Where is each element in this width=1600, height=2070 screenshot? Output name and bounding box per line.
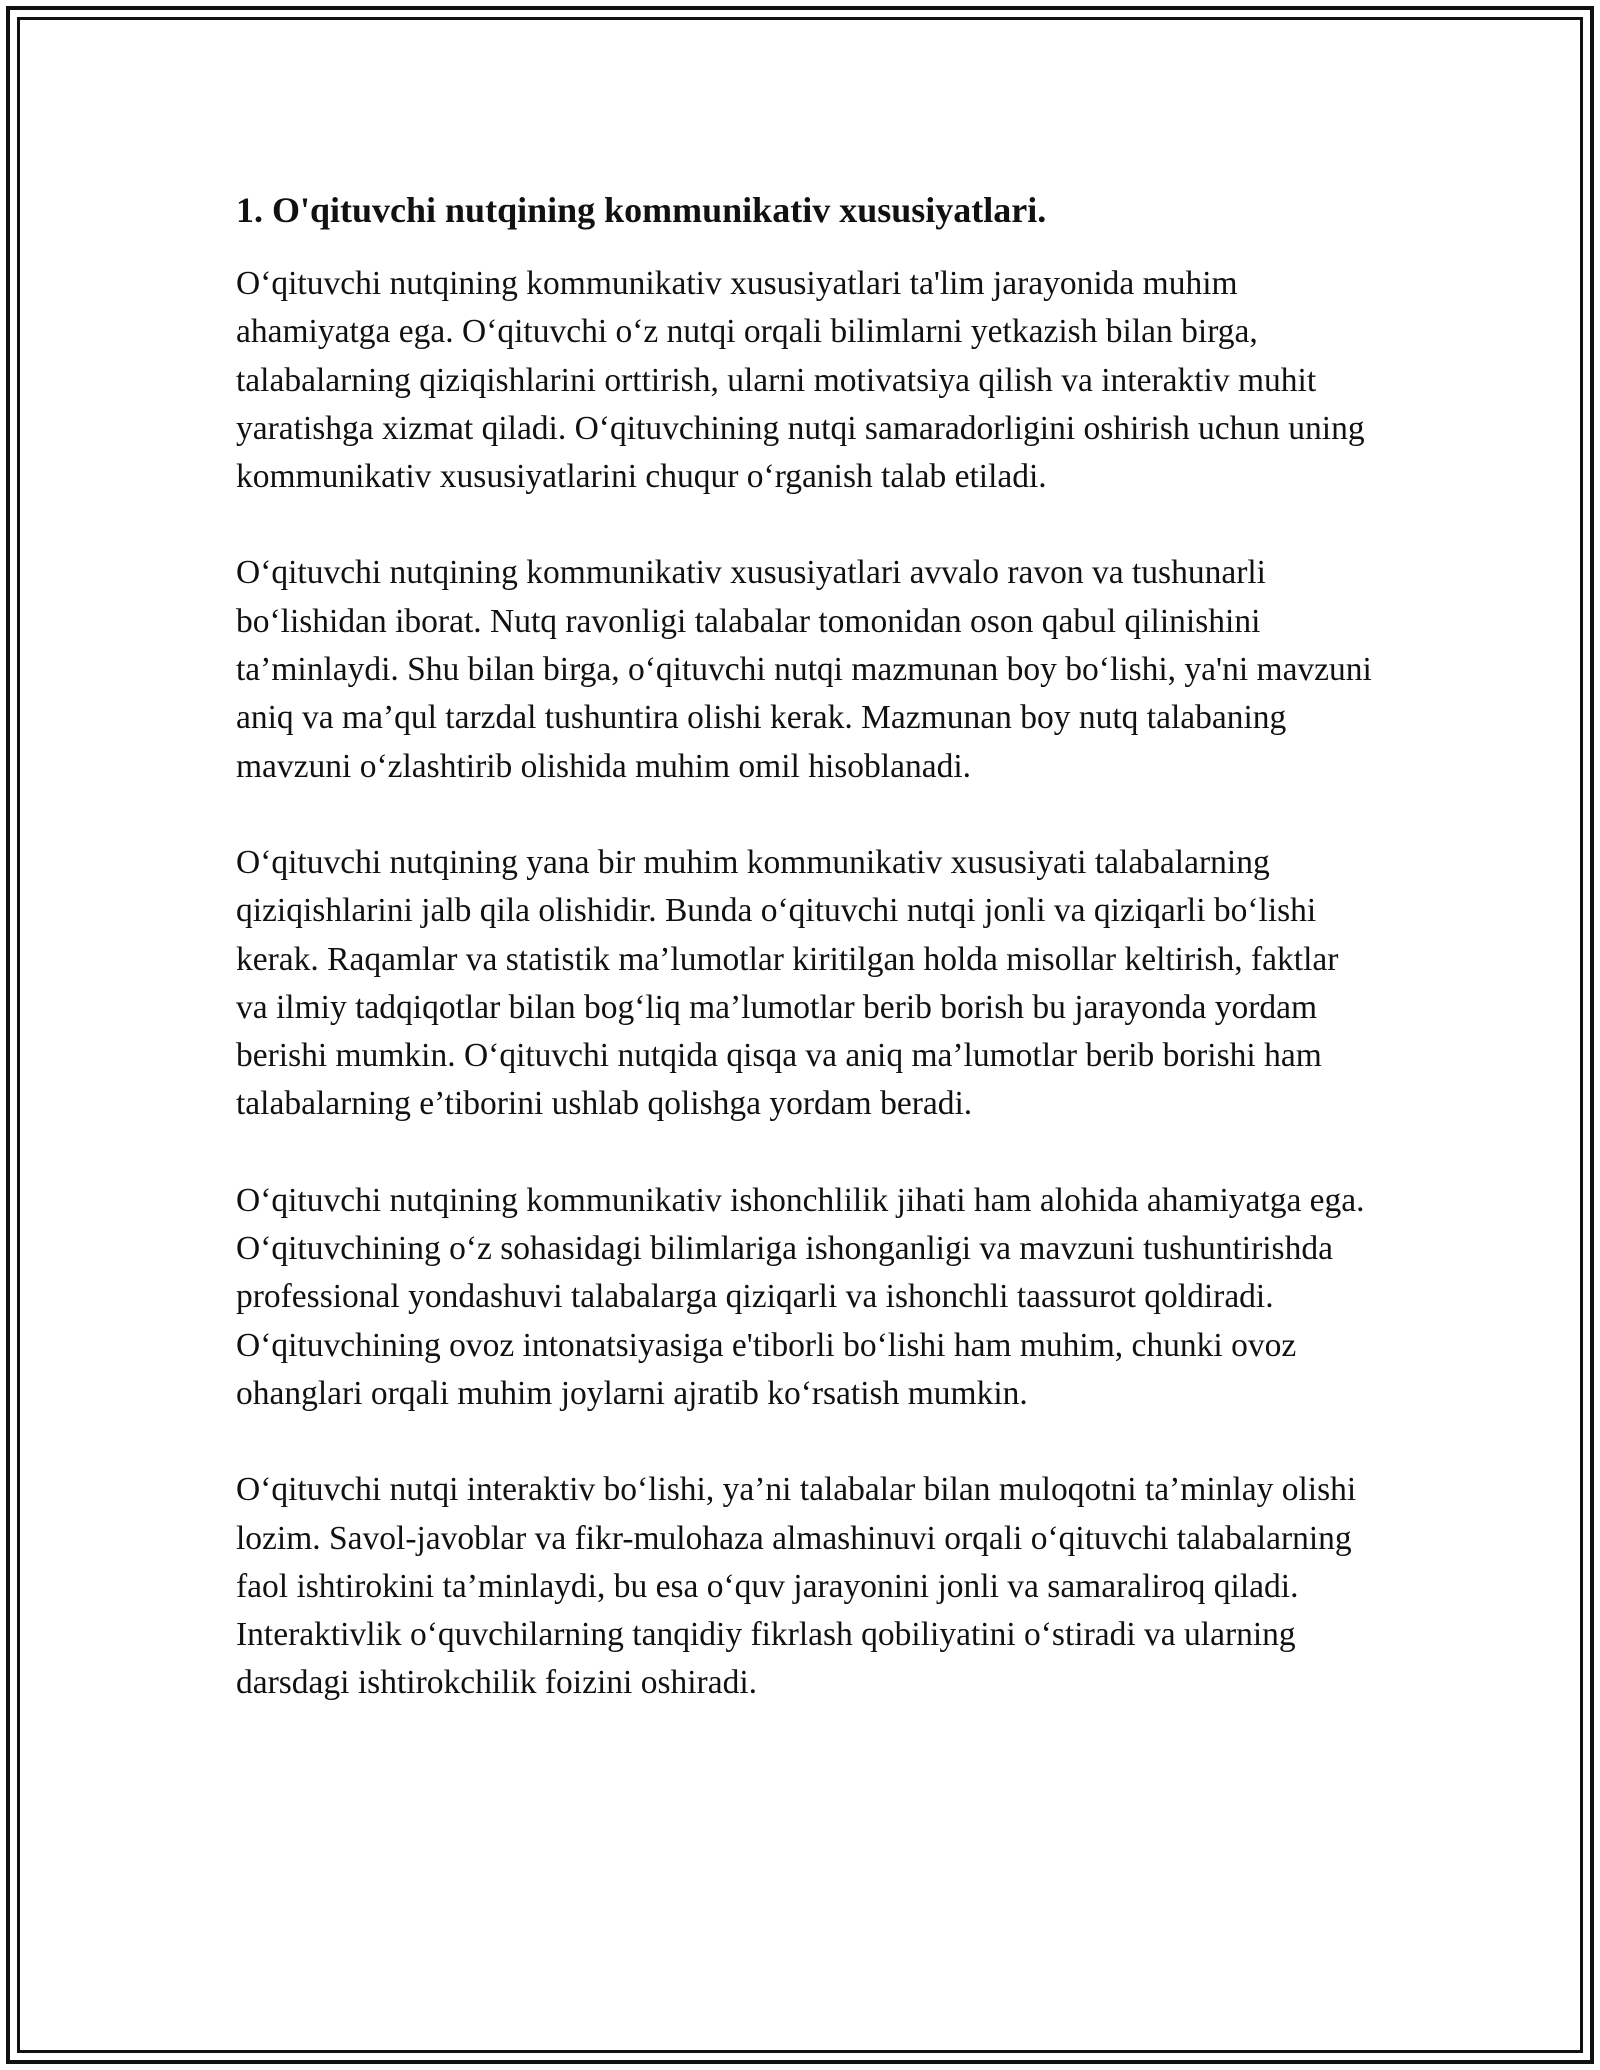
paragraph-2: O‘qituvchi nutqining kommunikativ xususiyatlari avvalo ravon va tushunarli bo‘lishidan iborat. Nutq ravonligi talabalar tomonidan oson qabul qilinishini ta’minlaydi. Shu bilan birga, o‘qituvchi nutqi mazmunan boy bo‘lishi, ya'ni mavzuni aniq va ma’qul tarzdal tushuntira olishi kerak. Mazmunan boy nutq talabaning mavzuni o‘zlashtirib olishida muhim omil hisoblanadi. [236, 554, 1372, 785]
section-heading: 1. O'qituvchi nutqining kommunikativ xususiyatlari. [236, 190, 1047, 230]
paragraph-4: O‘qituvchi nutqining kommunikativ ishonchlilik jihati ham alohida ahamiyatga ega. O‘qituvchining o‘z sohasidagi bilimlariga ishonganligi va mavzuni tushuntirishda professional yondashuvi talabalarga qiziqarli va ishonchli taassurot qoldiradi. O‘qituvchining ovoz intonatsiyasiga e'tiborli bo‘lishi ham muhim, chunki ovoz ohanglari orqali muhim joylarni ajratib ko‘rsatish mumkin. [236, 1181, 1365, 1412]
paragraph-3: O‘qituvchi nutqining yana bir muhim kommunikativ xususiyati talabalarning qiziqishlarini jalb qila olishidir. Bunda o‘qituvchi nutqi jonli va qiziqarli bo‘lishi kerak. Raqamlar va statistik ma’lumotlar kiritilgan holda misollar keltirish, faktlar va ilmiy tadqiqotlar bilan bog‘liq ma’lumotlar berib borish bu jarayonda yordam berishi mumkin. O‘qituvchi nutqida qisqa va aniq ma’lumotlar berib borishi ham talabalarning e’tiborini ushlab qolishga yordam beradi. [236, 843, 1339, 1123]
paragraph-1: O‘qituvchi nutqining kommunikativ xususiyatlari ta'lim jarayonida muhim ahamiyatga ega. O‘qituvchi o‘z nutqi orqali bilimlarni yetkazish bilan birga, talabalarning qiziqishlarini orttirish, ularni motivatsiya qilish va interaktiv muhit yaratishga xizmat qiladi. O‘qituvchining nutqi samaradorligini oshirish uchun uning kommunikativ xususiyatlarini chuqur o‘rganish talab etiladi. [236, 265, 1365, 496]
paragraph-5: O‘qituvchi nutqi interaktiv bo‘lishi, ya’ni talabalar bilan muloqotni ta’minlay olishi lozim. Savol-javoblar va fikr-mulohaza almashinuvi orqali o‘qituvchi talabalarning faol ishtirokini ta’minlaydi, bu esa o‘quv jarayonini jonli va samaraliroq qiladi. Interaktivlik o‘quvchilarning tanqidiy fikrlash qobiliyatini o‘stiradi va ularning darsdagi ishtirokchilik foizini oshiradi. [236, 1471, 1357, 1702]
document-body [236, 186, 1376, 1756]
